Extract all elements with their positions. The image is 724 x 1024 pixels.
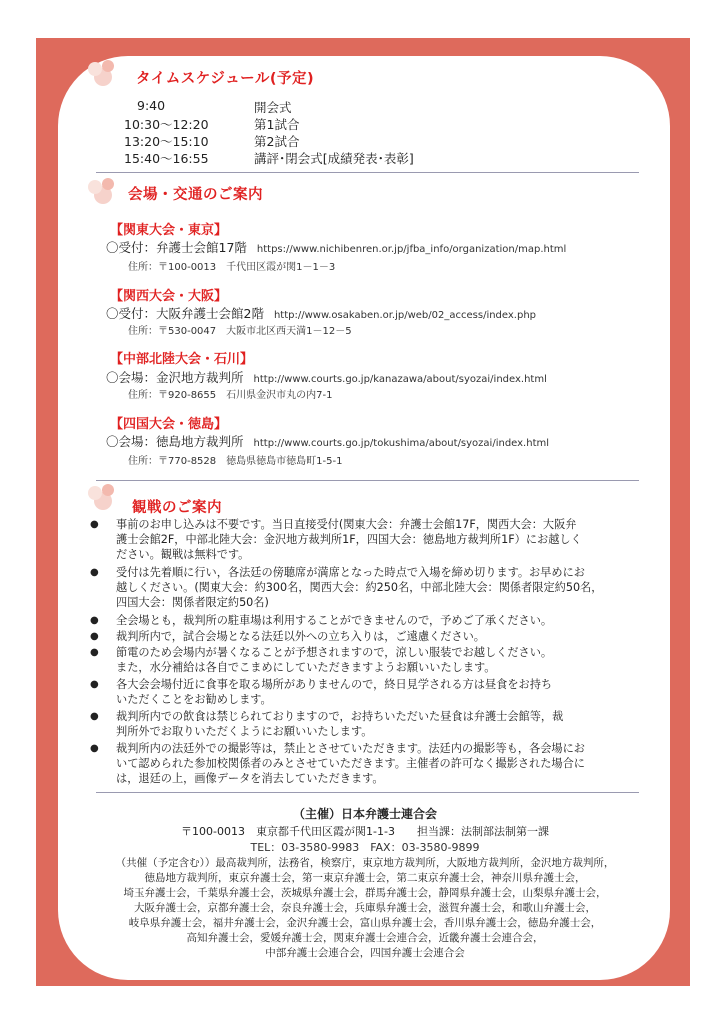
cosponsor-line: 高知弁護士会，愛媛弁護士会，関東弁護士会連合会，近畿弁護士会連合会， — [186, 932, 544, 944]
venue-address: 住所：〒770-8528 徳島県徳島市徳島町1-5-1 — [128, 456, 343, 467]
cosponsor-line: 大阪弁護士会，京都弁護士会，奈良弁護士会，兵庫県弁護士会，滋賀弁護士会，和歌山弁護士会， — [134, 902, 596, 914]
organizer-contact: TEL：03-3580-9983 FAX：03-3580-9899 — [250, 841, 480, 854]
venue-region: 【中部北陸大会・石川】 — [110, 352, 254, 367]
circle-decoration-icon — [88, 178, 118, 208]
venue-label: 〇会場：徳島地方裁判所 http://www.courts.go.jp/tokushima/about/syozai/index.html — [106, 434, 550, 449]
organizer: （主催）日本弁護士連合会 — [292, 807, 437, 821]
schedule-time: 9:40 — [137, 98, 166, 113]
divider — [96, 172, 639, 173]
cosponsor-line: 岐阜県弁護士会，福井弁護士会，金沢弁護士会，富山県弁護士会，香川県弁護士会，徳島弁護士会， — [128, 917, 602, 929]
venue-address: 住所：〒100-0013 千代田区霞が関1－1－3 — [128, 262, 336, 273]
schedule-event: 開会式 — [254, 100, 292, 115]
divider — [96, 792, 639, 793]
venue-address: 住所：〒530-0047 大阪市北区西天満1－12－5 — [128, 326, 352, 337]
venue-url[interactable]: http://www.courts.go.jp/kanazawa/about/syozai/index.html — [253, 374, 547, 385]
venue-region: 【関西大会・大阪】 — [110, 289, 228, 304]
divider — [96, 480, 639, 481]
watching-title: 観戦のご案内 — [132, 500, 222, 516]
organizer-address: 〒100-0013 東京都千代田区霞が関1-1-3 担当課：法制部法制第一課 — [181, 825, 549, 838]
schedule-time: 15:40～16:55 — [124, 151, 209, 166]
cosponsor-line: 徳島地方裁判所，東京弁護士会，第一東京弁護士会，第二東京弁護士会，神奈川県弁護士会， — [144, 872, 586, 884]
venues-title: 会場・交通のご案内 — [128, 187, 263, 203]
schedule-time: 13:20～15:10 — [124, 134, 209, 149]
cosponsor-line: 埼玉弁護士会，千葉県弁護士会，茨城県弁護士会，群馬弁護士会，静岡県弁護士会，山梨県弁護士会， — [123, 887, 607, 899]
schedule-event: 第2試合 — [254, 134, 300, 149]
venue-url[interactable]: https://www.nichibenren.or.jp/jfba_info/organization/map.html — [256, 244, 567, 255]
venue-url[interactable]: http://www.osakaben.or.jp/web/02_access/index.php — [273, 310, 537, 321]
venue-label: 〇受付：大阪弁護士会館2階 http://www.osakaben.or.jp/web/02_access/index.php — [106, 306, 537, 321]
circle-decoration-icon — [88, 60, 118, 90]
schedule-title: タイムスケジュール(予定) — [136, 71, 315, 87]
venue-region: 【四国大会・徳島】 — [110, 417, 228, 432]
schedule-event: 講評･閉会式[成績発表･表彰] — [254, 151, 414, 166]
cosponsor-line: 中部弁護士会連合会，四国弁護士会連合会 — [265, 947, 465, 959]
venue-region: 【関東大会・東京】 — [110, 223, 228, 238]
venue-address: 住所：〒920-8655 石川県金沢市丸の内7-1 — [128, 390, 333, 401]
venue-label: 〇会場：金沢地方裁判所 http://www.courts.go.jp/kanazawa/about/syozai/index.html — [106, 370, 547, 385]
schedule-time: 10:30～12:20 — [124, 117, 209, 132]
venue-label: 〇受付：弁護士会館17階 https://www.nichibenren.or.jp/jfba_info/organization/map.html — [106, 240, 567, 255]
venue-url[interactable]: http://www.courts.go.jp/tokushima/about/syozai/index.html — [253, 438, 550, 449]
cosponsor-line: （共催（予定含む））最高裁判所，法務省，検察庁，東京地方裁判所，大阪地方裁判所，金沢地方裁判所， — [115, 857, 615, 869]
circle-decoration-icon — [88, 484, 118, 514]
schedule-event: 第1試合 — [254, 117, 300, 132]
